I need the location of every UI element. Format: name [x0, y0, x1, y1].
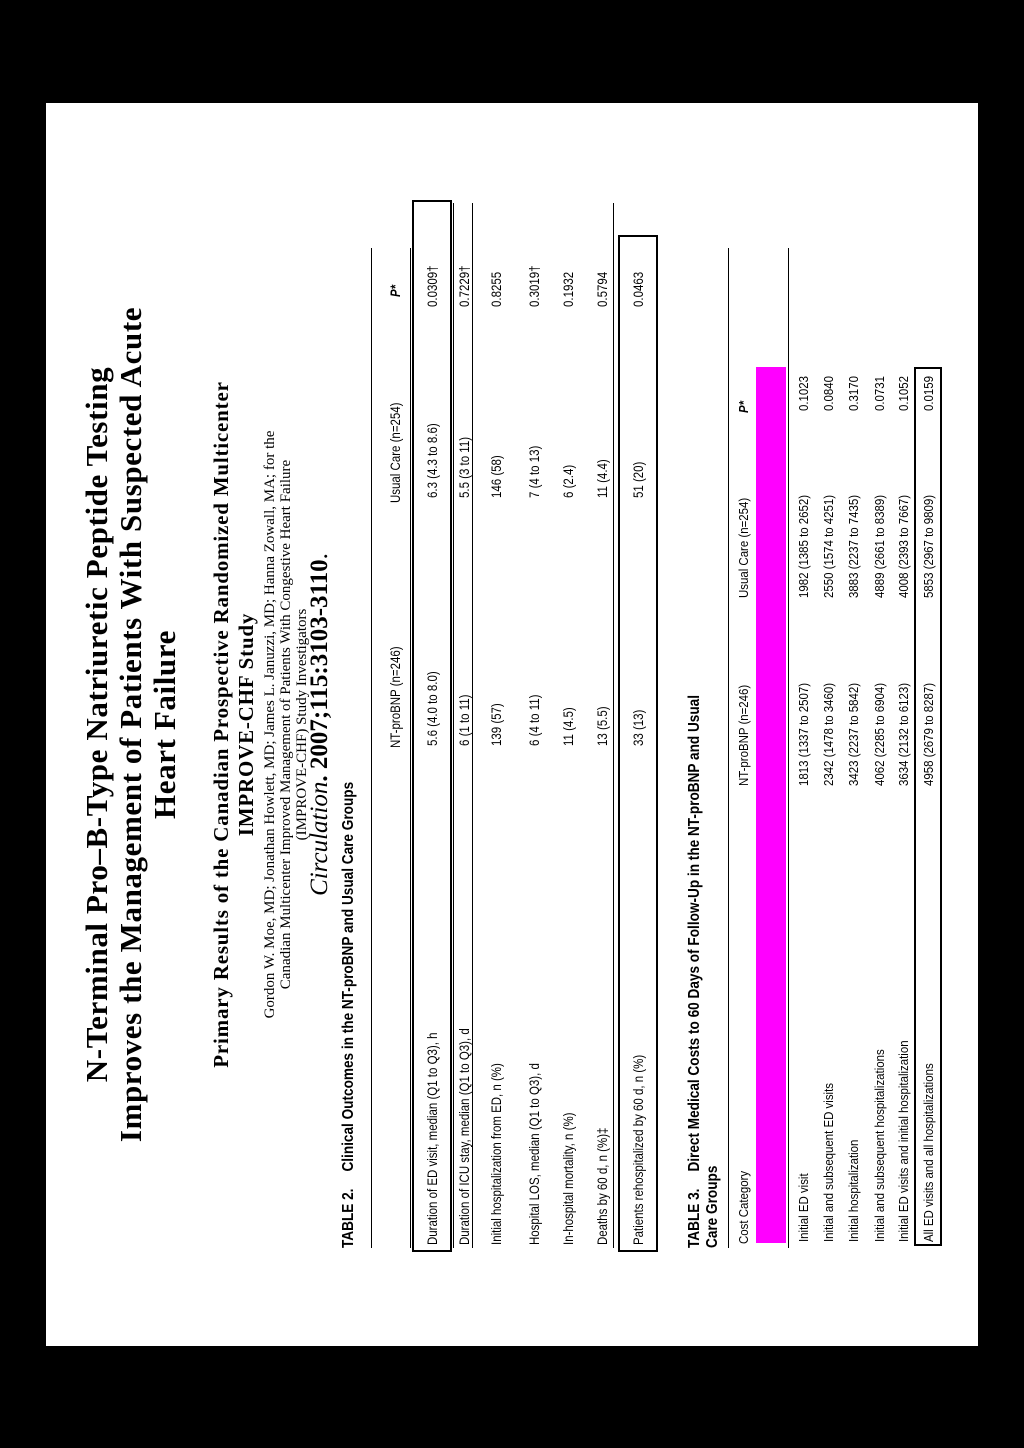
table3-header-rule — [788, 248, 789, 1248]
citation-journal: Circulation — [306, 781, 333, 896]
table3-row4-p: 0.0731 — [872, 376, 887, 411]
table2-row6-label: Deaths by 60 d, n (%)‡ — [594, 1127, 610, 1245]
rotated-content — [46, 103, 978, 1346]
table3-header-usualcare: Usual Care (n=254) — [736, 497, 751, 598]
table2-row2-usualcare: 5.5 (3 to 11) — [456, 436, 472, 498]
table3-row2-p: 0.0840 — [821, 376, 836, 411]
table3-row5-ntprobnp: 3634 (2132 to 6123) — [896, 682, 911, 786]
table2-row-rule — [613, 203, 614, 1248]
table2-row2-label: Duration of ICU stay, median (Q1 to Q3), d — [456, 1028, 472, 1245]
table3-row5-usualcare: 4008 (2393 to 7667) — [896, 494, 911, 598]
table2-row-rule — [472, 203, 473, 1248]
table2-row-rule — [453, 203, 454, 1248]
title-line-2: Improves the Management of Patients With Suspected Acute — [113, 306, 148, 1143]
authors-line-1: Gordon W. Moe, MD; Jonathan Howlett, MD; James L. Januzzi, MD; Hanna Zowall, MA; for the — [262, 430, 278, 1019]
table3-row4-usualcare: 4889 (2661 to 8389) — [872, 494, 887, 598]
table2-row5-p: 0.1932 — [560, 271, 576, 307]
table2-number: TABLE 2. — [340, 1188, 357, 1248]
table2-row3-usualcare: 146 (58) — [488, 455, 504, 498]
table3-row6-p: 0.0159 — [921, 376, 936, 411]
table3-row1-usualcare: 1982 (1385 to 2652) — [796, 494, 811, 598]
subtitle-line-2: IMPROVE-CHF Study — [234, 612, 258, 837]
table2-row1-usualcare: 6.3 (4.3 to 8.6) — [424, 423, 440, 498]
table2-header-rule — [410, 248, 411, 1248]
table3-row6-ntprobnp: 4958 (2679 to 8287) — [921, 682, 936, 786]
table2-top-rule — [371, 248, 372, 1248]
citation-reference: . 2007;115:3103-3110 — [306, 559, 333, 782]
table2-row1-p: 0.0309† — [424, 265, 440, 307]
title-line-1: N-Terminal Pro–B-Type Natriuretic Peptide Testing — [79, 366, 114, 1083]
table3-row6-usualcare: 5853 (2967 to 9809) — [921, 494, 936, 598]
table3-row5-p: 0.1052 — [896, 376, 911, 411]
table2-row4-label: Hospital LOS, median (Q1 to Q3), d — [526, 1063, 542, 1245]
table3-row4-label: Initial and subsequent hospitalizations — [872, 1049, 887, 1242]
table3-row2-ntprobnp: 2342 (1478 to 3460) — [821, 682, 836, 786]
table2-caption — [340, 782, 358, 1248]
table2-row1-label: Duration of ED visit, median (Q1 to Q3), h — [424, 1032, 440, 1245]
citation — [306, 103, 334, 1346]
table2-row3-label: Initial hospitalization from ED, n (%) — [488, 1063, 504, 1245]
table2-header-p: P* — [387, 284, 403, 297]
title-line-3: Heart Failure — [147, 630, 182, 819]
table2-row3-p: 0.8255 — [488, 271, 504, 307]
table3-row6-label: All ED visits and all hospitalizations — [921, 1063, 936, 1242]
citation-end: . — [306, 553, 333, 560]
table3-row5-label: Initial ED visits and initial hospitalization — [896, 1040, 911, 1242]
slide-page — [46, 103, 978, 1346]
table3-row2-usualcare: 2550 (1574 to 4251) — [821, 494, 836, 598]
subtitle-line-1: Primary Results of the Canadian Prospective Randomized Multicenter — [209, 381, 233, 1068]
table2-row4-ntprobnp: 6 (4 to 11) — [526, 694, 542, 746]
table2-row2-ntprobnp: 6 (1 to 11) — [456, 694, 472, 746]
table3-row3-ntprobnp: 3423 (2237 to 5842) — [846, 682, 861, 786]
table2-row6-p: 0.5794 — [594, 271, 610, 307]
table3-row1-p: 0.1023 — [796, 376, 811, 411]
table3-row3-usualcare: 3883 (2237 to 7435) — [846, 494, 861, 598]
table3-title-line-1: Direct Medical Costs to 60 Days of Follow-Up in the NT-proBNP and Usual — [686, 694, 703, 1172]
table2-row7-label: Patients rehospitalized by 60 d, n (%) — [630, 1054, 646, 1245]
table2-row7-ntprobnp: 33 (13) — [630, 709, 646, 746]
table3-row4-ntprobnp: 4062 (2285 to 6904) — [872, 682, 887, 786]
table3-top-rule — [728, 248, 729, 1248]
authors-line-3: (IMPROVE-CHF) Study Investigators — [294, 608, 310, 841]
table3-row3-label: Initial hospitalization — [846, 1139, 861, 1242]
table2-header-ntprobnp: NT-proBNP (n=246) — [387, 646, 403, 748]
table3-row1-label: Initial ED visit — [796, 1173, 811, 1242]
table2-row2-p: 0.7229† — [456, 265, 472, 307]
table2-row5-ntprobnp: 11 (4.5) — [560, 707, 576, 746]
table2-row4-usualcare: 7 (4 to 13) — [526, 445, 542, 498]
table3-row1-ntprobnp: 1813 (1337 to 2507) — [796, 682, 811, 786]
table2-row7-p: 0.0463 — [630, 271, 646, 307]
table2-row6-usualcare: 11 (4.4) — [594, 459, 610, 498]
table2-row6-ntprobnp: 13 (5.5) — [594, 706, 610, 746]
table3-header-p: P* — [736, 400, 751, 413]
table2-row5-usualcare: 6 (2.4) — [560, 464, 576, 498]
table3-number: TABLE 3. — [686, 1188, 703, 1248]
table3-header-category: Cost Category — [736, 1170, 751, 1244]
table3-caption — [686, 695, 704, 1248]
table2-row4-p: 0.3019† — [526, 265, 542, 307]
table3-header-highlight — [756, 367, 786, 1243]
table2-row3-ntprobnp: 139 (57) — [488, 703, 504, 746]
table3-title-line-2: Care Groups — [704, 1165, 721, 1248]
table3-caption-2 — [704, 1166, 722, 1248]
table3-header-ntprobnp: NT-proBNP (n=246) — [736, 684, 751, 786]
table2-row7-usualcare: 51 (20) — [630, 461, 646, 498]
authors-line-2: Canadian Multicenter Improved Management of Patients With Congestive Heart Failure — [278, 459, 294, 990]
table2-title: Clinical Outcomes in the NT-proBNP and Usual Care Groups — [340, 781, 357, 1172]
table2-header-usualcare: Usual Care (n=254) — [387, 402, 403, 503]
table2-row1-ntprobnp: 5.6 (4.0 to 8.0) — [424, 671, 440, 746]
table2-row5-label: In-hospital mortality, n (%) — [560, 1112, 576, 1245]
table3-row2-label: Initial and subsequent ED visits — [821, 1083, 836, 1242]
table3-row3-p: 0.3170 — [846, 376, 861, 411]
